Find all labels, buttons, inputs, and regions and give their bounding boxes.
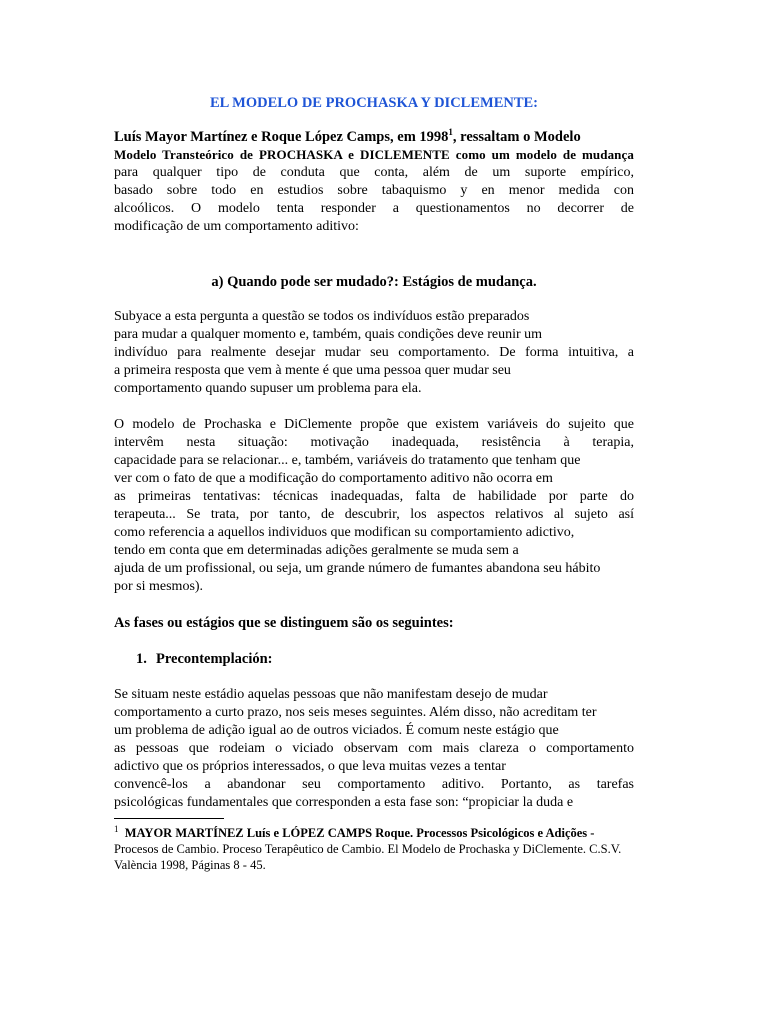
paragraph-line: convencê-los a abandonar seu comportamento aditivo. Portanto, as tarefas [114, 777, 634, 792]
list-item-precontemplacion [114, 650, 634, 668]
paragraph-line: como referencia a aquellos individuos que modifican su comportamiento adictivo, [114, 525, 575, 540]
intro-authors: Luís Mayor Martínez e Roque López Camps, em 1998 [114, 129, 449, 145]
footnote-line-1 [114, 825, 630, 841]
footnote-line-2: Procesos de Cambio. Proceso Terapêutico de Cambio. El Modelo de Prochaska y DiClemente. C.S.V. [114, 842, 622, 856]
paragraph-line: a primeira resposta que vem à mente é que uma pessoa quer mudar seu [114, 363, 511, 378]
section-a-heading: a) Quando pode ser mudado?: Estágios de mudança. [211, 274, 537, 290]
paragraph-line: ver com o fato de que a modificação do comportamento aditivo não ocorra em [114, 471, 553, 486]
document-page [114, 94, 634, 812]
footnote-separator [114, 818, 224, 819]
document-title: EL MODELO DE PROCHASKA Y DICLEMENTE: [209, 95, 539, 111]
paragraph-line: um problema de adição igual ao de outros viciados. É comum neste estágio que [114, 723, 559, 738]
intro-line: modificação de um comportamento aditivo: [114, 219, 359, 234]
paragraph-line: tendo em conta que em determinadas adições geralmente se muda sem a [114, 543, 519, 558]
paragraph-line: Subyace a esta pergunta a questão se todos os indivíduos estão preparados [114, 309, 530, 324]
list-number: 1. [136, 651, 147, 667]
intro-line: alcoólicos. O modelo tenta responder a questionamentos no decorrer de [114, 201, 634, 216]
footnote-line-3: València 1998, Páginas 8 - 45. [114, 858, 266, 872]
paragraph-line: as pessoas que rodeiam o viciado observam com mais clareza o comportamento [114, 741, 634, 756]
paragraph-line: comportamento quando supuser um problema para ela. [114, 381, 422, 396]
paragraph-line: psicológicas fundamentales que corresponden a esta fase son: “propiciar la duda e [114, 795, 574, 810]
footnote [114, 825, 630, 873]
intro-line: para qualquer tipo de conduta que conta, além de um suporte empírico, [114, 165, 634, 180]
intro-paragraph [114, 128, 634, 236]
footnote-line-1-rest: - [587, 826, 595, 840]
intro-line-1-rest: , ressaltam o Modelo [452, 129, 581, 145]
paragraph-line: as primeiras tentativas: técnicas inadequadas, falta de habilidade por parte do [114, 489, 634, 504]
paragraph-line: O modelo de Prochaska e DiClemente propõe que existem variáveis do sujeito que [114, 417, 634, 432]
paragraph-line: para mudar a qualquer momento e, também, quais condições deve reunir um [114, 327, 543, 342]
section-a-paragraph-2 [114, 416, 634, 596]
paragraph-line: terapeuta... Se trata, por tanto, de descubrir, los aspectos relativos al sujeto así [114, 507, 634, 522]
paragraph-line: por si mesmos). [114, 579, 204, 594]
footnote-ref: 1 [448, 127, 453, 138]
footnote-citation: MAYOR MARTÍNEZ Luís e LÓPEZ CAMPS Roque. Processos Psicológicos e Adições [124, 826, 588, 840]
paragraph-line: adictivo que os próprios interessados, o que leva muitas vezes a tentar [114, 759, 506, 774]
phases-heading: As fases ou estágios que se distinguem são os seguintes: [114, 615, 454, 631]
intro-line-2: Modelo Transteórico de PROCHASKA e DICLEMENTE como um modelo de mudança [114, 147, 634, 162]
paragraph-line: intervêm nesta situação: motivação inadequada, resistência à terapia, [114, 435, 634, 450]
paragraph-line: capacidade para se relacionar... e, também, variáveis do tratamento que tenham que [114, 453, 581, 468]
section-a-paragraph-1 [114, 308, 634, 398]
paragraph-line: ajuda de um profissional, ou seja, um grande número de fumantes abandona seu hábito [114, 561, 601, 576]
precontemplation-paragraph [114, 686, 634, 812]
list-label: Precontemplación: [156, 651, 273, 667]
paragraph-line: comportamento a curto prazo, nos seis meses seguintes. Além disso, não acreditam ter [114, 705, 597, 720]
paragraph-line: indivíduo para realmente desejar mudar seu comportamento. De forma intuitiva, a [114, 345, 634, 360]
paragraph-line: Se situam neste estádio aquelas pessoas que não manifestam desejo de mudar [114, 687, 548, 702]
intro-line: basado sobre todo en estudios sobre tabaquismo y en menor medida con [114, 183, 634, 198]
intro-line-1 [114, 128, 634, 146]
footnote-marker: 1 [114, 823, 119, 834]
